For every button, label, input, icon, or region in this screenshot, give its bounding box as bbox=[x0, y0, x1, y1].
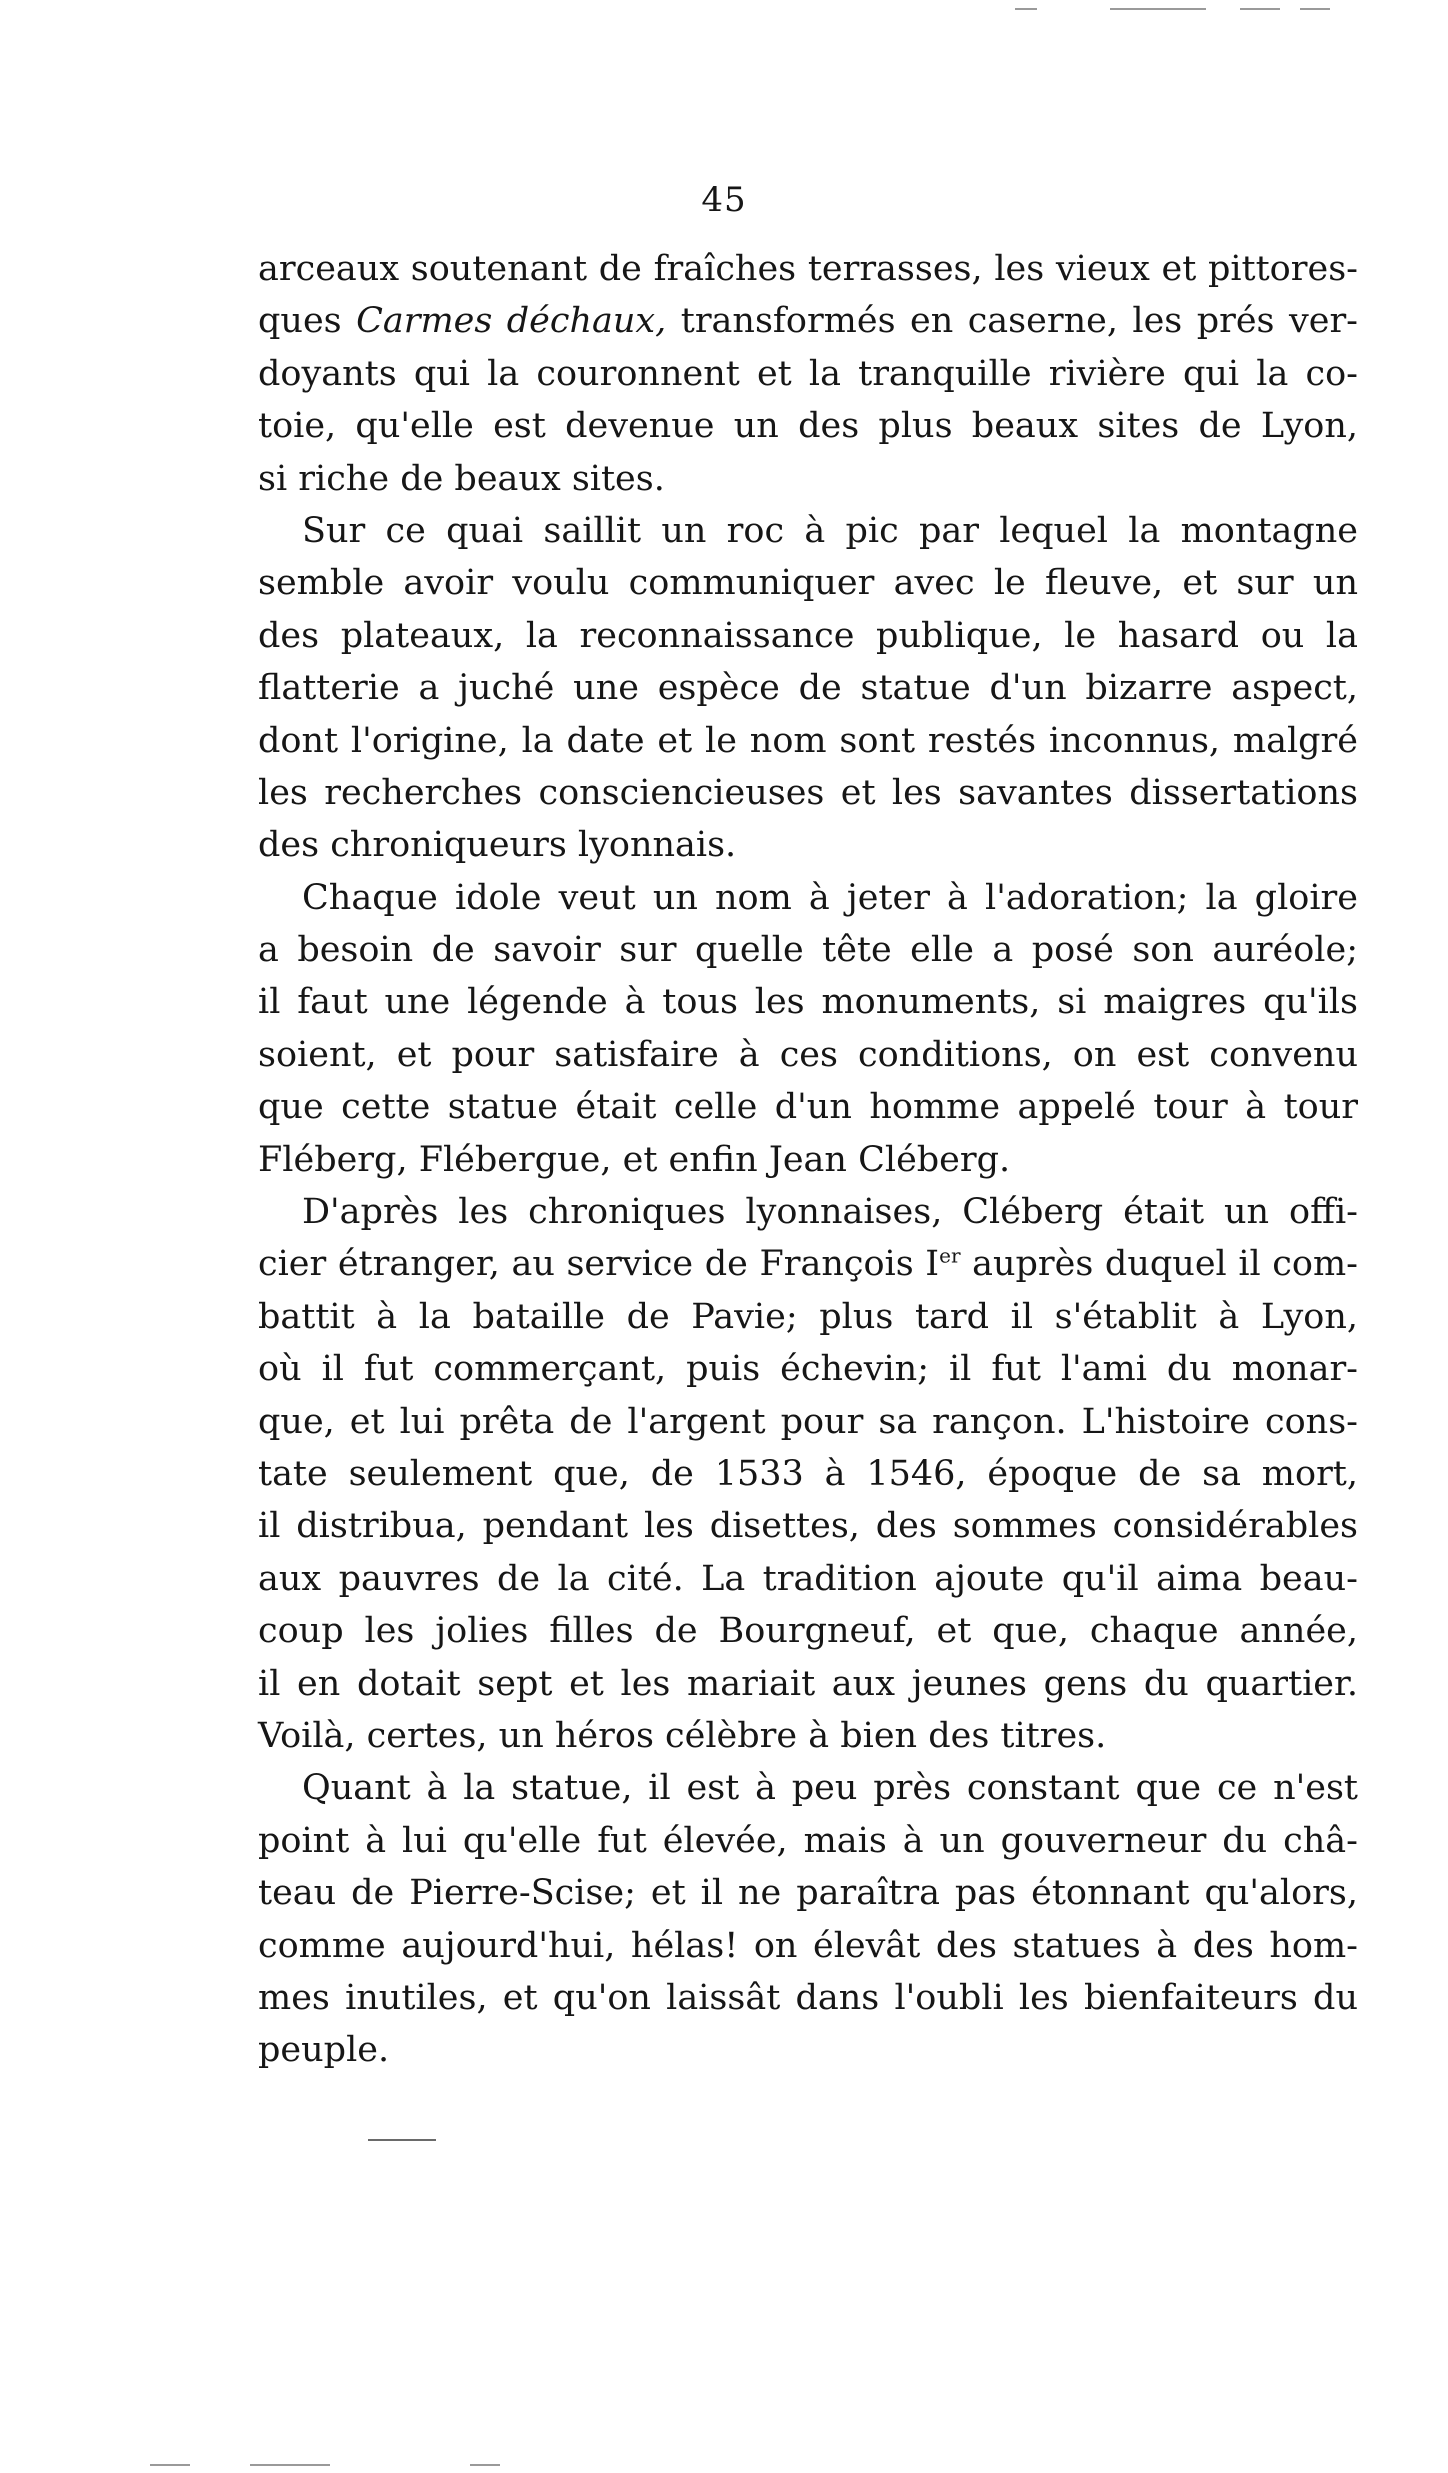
text-line: point à lui qu'elle fut élevée, mais à un gouverneur du châ- bbox=[258, 1820, 1358, 1861]
text-line: tate seulement que, de 1533 à 1546, époque de sa mort, bbox=[258, 1453, 1358, 1494]
text-line: teau de Pierre-Scise; et il ne paraîtra pas étonnant qu'alors, bbox=[258, 1873, 1358, 1914]
text-line: des plateaux, la reconnaissance publique, le hasard ou la bbox=[258, 615, 1358, 656]
text-line: flatterie a juché une espèce de statue d'un bizarre aspect, bbox=[258, 668, 1358, 709]
paragraph bbox=[258, 872, 1358, 1186]
text-line: dont l'origine, la date et le nom sont restés inconnus, malgré bbox=[258, 720, 1358, 761]
paragraph bbox=[258, 1762, 1358, 2076]
text-line bbox=[258, 295, 1358, 347]
italic-text: Carmes déchaux, bbox=[356, 301, 667, 342]
text-segment: cier étranger, au service de François I bbox=[258, 1244, 940, 1285]
text-line: il en dotait sept et les mariait aux jeunes gens du quartier. bbox=[258, 1663, 1358, 1704]
text-line: si riche de beaux sites. bbox=[258, 458, 665, 499]
text-line: les recherches consciencieuses et les savantes dissertations bbox=[258, 772, 1358, 813]
superscript: er bbox=[939, 1243, 961, 1268]
text-segment: auprès duquel il com- bbox=[960, 1244, 1358, 1285]
text-line: doyants qui la couronnent et la tranquille rivière qui la co- bbox=[258, 353, 1358, 394]
text-line: toie, qu'elle est devenue un des plus beaux sites de Lyon, bbox=[258, 406, 1358, 447]
text-line: a besoin de savoir sur quelle tête elle a posé son auréole; bbox=[258, 930, 1358, 971]
scan-edge-mark bbox=[1240, 8, 1280, 10]
text-line: semble avoir voulu communiquer avec le fleuve, et sur un bbox=[258, 563, 1358, 604]
text-line bbox=[258, 1238, 1358, 1290]
paragraph bbox=[258, 1186, 1358, 1762]
text-line: peuple. bbox=[258, 2030, 390, 2071]
text-segment: transformés en caserne, les prés ver- bbox=[666, 301, 1359, 342]
scan-edge-mark bbox=[1015, 8, 1037, 10]
text-line: il faut une légende à tous les monuments, si maigres qu'ils bbox=[258, 982, 1358, 1023]
scan-edge-mark bbox=[470, 2464, 500, 2466]
scan-edge-mark bbox=[250, 2464, 330, 2466]
text-line: coup les jolies filles de Bourgneuf, et que, chaque année, bbox=[258, 1611, 1358, 1652]
text-line: Fléberg, Flébergue, et enfin Jean Cléberg. bbox=[258, 1139, 1011, 1180]
text-line: mes inutiles, et qu'on laissât dans l'oubli les bienfaiteurs du bbox=[258, 1977, 1358, 2018]
page-number: 45 bbox=[701, 180, 747, 220]
text-line: que, et lui prêta de l'argent pour sa rançon. L'histoire cons- bbox=[258, 1401, 1358, 1442]
text-line: Chaque idole veut un nom à jeter à l'adoration; la gloire bbox=[302, 877, 1358, 918]
text-line: soient, et pour satisfaire à ces conditions, on est convenu bbox=[258, 1034, 1358, 1075]
text-segment: ques bbox=[258, 301, 357, 342]
text-line: comme aujourd'hui, hélas! on élevât des statues à des hom- bbox=[258, 1925, 1358, 1966]
text-line: Voilà, certes, un héros célèbre à bien des titres. bbox=[258, 1715, 1107, 1756]
text-line: il distribua, pendant les disettes, des sommes considérables bbox=[258, 1506, 1358, 1547]
text-line: Quant à la statue, il est à peu près constant que ce n'est bbox=[302, 1768, 1358, 1809]
text-line: arceaux soutenant de fraîches terrasses, les vieux et pittores- bbox=[258, 249, 1358, 289]
text-line: où il fut commerçant, puis échevin; il fut l'ami du monar- bbox=[258, 1349, 1358, 1390]
text-line: des chroniqueurs lyonnais. bbox=[258, 825, 737, 866]
text-line: Sur ce quai saillit un roc à pic par lequel la montagne bbox=[302, 510, 1358, 551]
text-line: que cette statue était celle d'un homme appelé tour à tour bbox=[258, 1087, 1358, 1128]
body-text bbox=[258, 243, 1358, 2077]
paragraph bbox=[258, 243, 1358, 505]
scan-edge-mark bbox=[150, 2464, 190, 2466]
paragraph bbox=[258, 505, 1358, 872]
text-line: D'après les chroniques lyonnaises, Cléberg était un offi- bbox=[302, 1192, 1358, 1233]
end-rule bbox=[368, 2139, 436, 2141]
scan-edge-mark bbox=[1300, 8, 1330, 10]
text-line: aux pauvres de la cité. La tradition ajoute qu'il aima beau- bbox=[258, 1558, 1358, 1599]
scan-edge-mark bbox=[1110, 8, 1206, 10]
text-line: battit à la bataille de Pavie; plus tard il s'établit à Lyon, bbox=[258, 1296, 1358, 1337]
